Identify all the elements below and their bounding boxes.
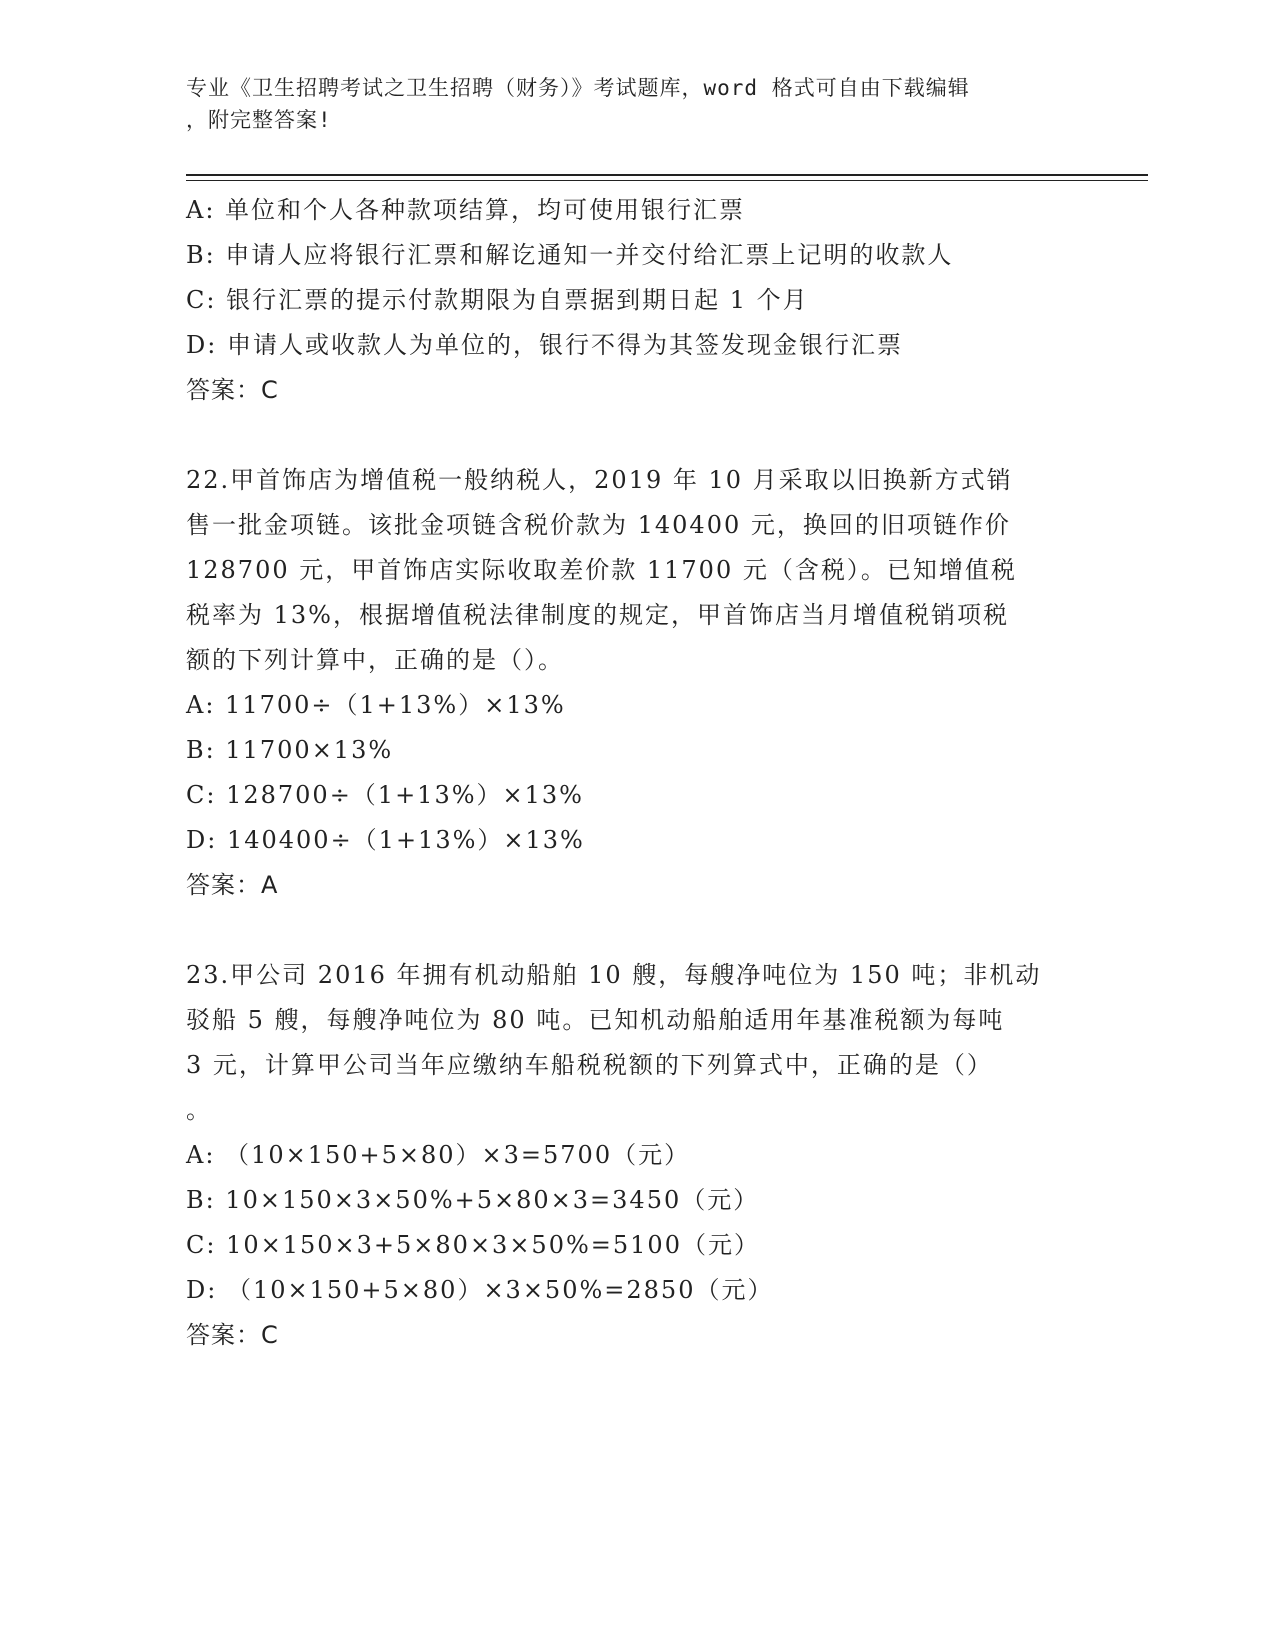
answer-label: 答案：C [186, 1321, 279, 1349]
option-c: C: 10×150×3+5×80×3×50%=5100（元） [186, 1231, 760, 1259]
spacer [186, 413, 1086, 458]
header-divider-thin [186, 180, 1148, 181]
option-b: B: 11700×13% [186, 736, 394, 764]
option-c: C: 128700÷（1+13%）×13% [186, 781, 584, 809]
question-stem-line: 22.甲首饰店为增值税一般纳税人，2019 年 10 月采取以旧换新方式销 [186, 466, 1013, 494]
question-21 [186, 188, 1086, 413]
option-b: B: 申请人应将银行汇票和解讫通知一并交付给汇票上记明的收款人 [186, 241, 954, 269]
question-stem-line: 额的下列计算中，正确的是（）。 [186, 646, 564, 674]
document-header [186, 72, 1066, 136]
question-stem-line: 税率为 13%，根据增值税法律制度的规定，甲首饰店当月增值税销项税 [186, 601, 1009, 629]
answer-label: 答案：C [186, 376, 279, 404]
header-line-1: 专业《卫生招聘考试之卫生招聘（财务）》考试题库，word 格式可自由下载编辑 [186, 76, 970, 100]
option-c: C: 银行汇票的提示付款期限为自票据到期日起 1 个月 [186, 286, 809, 314]
question-stem-line: 3 元，计算甲公司当年应缴纳车船税税额的下列算式中，正确的是（） [186, 1051, 993, 1079]
question-22 [186, 458, 1086, 908]
question-stem-line: 驳船 5 艘，每艘净吨位为 80 吨。已知机动船舶适用年基准税额为每吨 [186, 1006, 1005, 1034]
header-line-2: ，附完整答案! [186, 108, 332, 132]
question-23 [186, 953, 1086, 1358]
option-d: D: 140400÷（1+13%）×13% [186, 826, 585, 854]
question-content [186, 188, 1086, 1358]
answer-label: 答案：A [186, 871, 279, 899]
question-stem-line: 售一批金项链。该批金项链含税价款为 140400 元，换回的旧项链作价 [186, 511, 1011, 539]
option-a: A: 单位和个人各种款项结算，均可使用银行汇票 [186, 196, 746, 224]
option-a: A: （10×150+5×80）×3=5700（元） [186, 1141, 691, 1169]
question-stem-line: 128700 元，甲首饰店实际收取差价款 11700 元（含税）。已知增值税 [186, 556, 1017, 584]
question-stem-line: 。 [186, 1096, 212, 1124]
option-d: D: （10×150+5×80）×3×50%=2850（元） [186, 1276, 774, 1304]
header-divider-thick [186, 174, 1148, 176]
option-b: B: 10×150×3×50%+5×80×3=3450（元） [186, 1186, 760, 1214]
spacer [186, 908, 1086, 953]
question-stem-line: 23.甲公司 2016 年拥有机动船舶 10 艘，每艘净吨位为 150 吨；非机动 [186, 961, 1042, 989]
option-a: A: 11700÷（1+13%）×13% [186, 691, 566, 719]
option-d: D: 申请人或收款人为单位的，银行不得为其签发现金银行汇票 [186, 331, 903, 359]
